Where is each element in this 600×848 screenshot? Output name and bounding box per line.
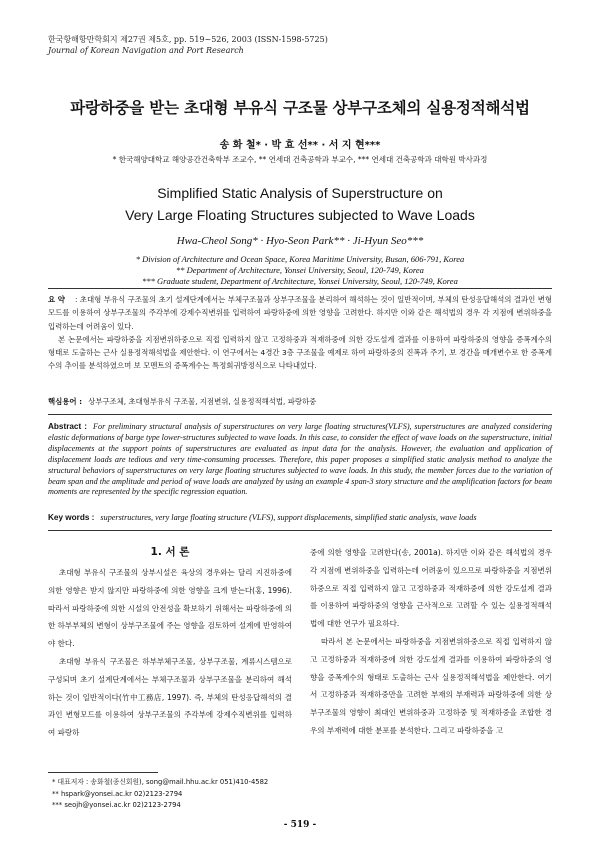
footnotes (52, 777, 268, 812)
divider-middle (48, 414, 552, 415)
abstract-korean-label: 요 약 (48, 295, 65, 304)
body-right-column (310, 544, 552, 740)
footnote-divider (48, 772, 158, 773)
title-korean: 파랑하중을 받는 초대형 부유식 구조물 상부구조체의 실용정적해석법 (70, 99, 530, 117)
keywords-english (48, 513, 552, 522)
footnote-3: *** seojh@yonsei.ac.kr 02)2123-2794 (52, 801, 181, 809)
keywords-korean (48, 396, 552, 407)
journal-citation: 한국항해항만학회지 제27권 제5호, pp. 519~526, 2003 (ISSN-1598-5725) (48, 35, 328, 44)
abstract-korean-p1: : 초대형 부유식 구조물의 초기 설계단계에서는 부체구조물과 상부구조물을 분리하여 해석하는 것이 일반적이며, 부체의 탄성응답해석의 결과인 변형모드를 이용하여 상부구조물의 주각부에 강제수직변위를 입력하여 파랑하중에 의한 영향을 고려한다. 하지만 이와 같은 해석법의 경우 각 지점에 변위하중을 입력하는데 어려움이 있다. (48, 295, 552, 331)
authors-english: Hwa-Cheol Song* · Hyo-Seon Park** · Ji-Hyun Seo*** (176, 235, 424, 247)
footnote-1: * 대표저자 : 송화철(종신회원), song@mail.hhu.ac.kr 051)410-4582 (52, 778, 269, 786)
intro-paragraph-3: 따라서 본 논문에서는 파랑하중을 지점변위하중으로 직접 입력하지 않고 고정하중과 적재하중에 의한 강도설계 결과를 이용하여 파랑하중의 영향을 증폭계수의 형태로 도출하는 근사 실용정적해석법을 제안한다. 여기서 고정하중과 적재하중만을 고려한 부재의 부재력과 파랑하중에 의한 상부구조물의 영향이 최대인 변위하중과 고정하중 및 적재하중을 조합한 경우의 부재력에 대한 분포를 분석한다. 그리고 파랑하중을 고 (310, 636, 552, 735)
affiliation-line1: * Division of Architecture and Ocean Space, Korea Maritime University, Busan, 606-791, Korea (135, 254, 465, 264)
affiliations-korean: * 한국해양대학교 해양공간건축학부 조교수, ** 연세대 건축공학과 부교수, *** 연세대 건축공학과 대학원 박사과정 (112, 155, 488, 164)
keywords-korean-label: 핵심용어 : (48, 397, 83, 406)
title-english-line2: Very Large Floating Structures subjected to Wave Loads (125, 207, 475, 223)
intro-paragraph-1: 초대형 부유식 구조물의 상부시설은 육상의 경우와는 달리 지진하중에 의한 영향은 받지 않지만 파랑하중에 의한 영향을 크게 받는다(홍, 1996). 따라서 파랑하중에 의한 시설의 안전성을 확보하기 위해서는 파랑하중에 의한 하부부체의 변형이 상부구조물에 주는 영향을 검토하여 설계에 반영하여야 한다. (48, 568, 292, 649)
footnote-2: ** hspark@yonsei.ac.kr 02)2123-2794 (52, 789, 183, 798)
intro-paragraph-2: 초대형 부유식 구조물은 하부부체구조물, 상부구조물, 계류시스템으로 구성되며 초기 설계단계에서는 부체구조물과 상부구조물을 분리하여 해석하는 것이 일반적이다(竹中工務店, 1997). 즉, 부체의 탄성응답해석의 결과인 변형모드를 이용하여 상부구조물의 주각부에 강제수직변위를 입력하여 파랑하 (48, 656, 292, 738)
divider-bottom (48, 530, 552, 531)
affiliations-english (0, 254, 600, 287)
title-english (0, 182, 600, 226)
journal-name-en: Journal of Korean Navigation and Port Research (48, 46, 244, 55)
abstract-korean (48, 293, 552, 373)
keywords-english-text: superstructures, very large floating structure (VLFS), support displacements, simplified static analysis, wave loads (100, 513, 477, 522)
keywords-korean-text: 상부구조체, 초대형부유식 구조물, 지점변위, 실용정적해석법, 파랑하중 (88, 397, 317, 406)
authors-korean: 송 화 철* · 박 효 선** · 서 지 현*** (219, 140, 381, 151)
intro-paragraph-2-cont: 중에 의한 영향을 고려한다(송, 2001a). 하지만 이와 같은 해석법의 경우 각 지점에 변위하중을 입력하는데 어려움이 있으므로 파랑하중을 지점변위하중으로 직접 입력하지 않고 고정하중과 적재하중에 의한 강도설계 결과를 이용하여 파랑하중의 영향을 근사적으로 고려할 수 있는 실용정적해석법에 대한 연구가 필요하다. (310, 548, 552, 629)
abstract-korean-p2: 본 논문에서는 파랑하중을 지점변위하중으로 직접 입력하지 않고 고정하중과 적재하중에 의한 강도설계 결과를 이용하여 파랑하중의 영향을 증폭계수의 형태로 도출하는 근사 실용정적해석법을 제안한다. 이 연구에서는 4경간 3층 구조물을 예제로 하여 파랑하중의 진폭과 주기, 보 경간을 매개변수로 한 증폭계수의 추이를 분석하였으며 보 모멘트의 증폭계수는 특정회귀방정식으로 나타내었다. (48, 334, 552, 371)
title-english-line1: Simplified Static Analysis of Superstructure on (157, 185, 443, 201)
abstract-english-label: Abstract : (48, 422, 88, 431)
affiliation-line2: ** Department of Architecture, Yonsei University, Seoul, 120-749, Korea (176, 265, 424, 275)
body-left-column (48, 564, 292, 742)
keywords-english-label: Key words : (48, 513, 95, 522)
abstract-english-text: For preliminary structural analysis of superstructures on very large floating structures(VLFS), superstructures are analyzed considering elastic deformations of barge type lower-structures subjected to wave loads. In this case, to consider the effect of wave loads on the superstructure, initial displacements at the support points of superstructures are evaluated as input data for the analysis. However, the evaluation and application of displacement loads are tedious and very time-consuming processes. Therefore, this paper proposes a simplified static analysis method to analyze the structural behaviors of superstructures on very large floating structures subjected to wave loads. In this study, the member forces due to the variation of beam span and the amplitude and period of wave loads are analyzed by using an example 4 span-3 story structure and the amplification factors for beam moments are represented by the specific regression equation. (48, 422, 552, 497)
page-number: - 519 - (283, 820, 317, 830)
section-heading-introduction: 1. 서 론 (150, 546, 190, 558)
divider-top (48, 288, 552, 289)
abstract-english (48, 422, 552, 498)
journal-header (48, 34, 328, 56)
affiliation-line3: *** Graduate student, Department of Architecture, Yonsei University, Seoul, 120-749, Korea (142, 276, 458, 286)
